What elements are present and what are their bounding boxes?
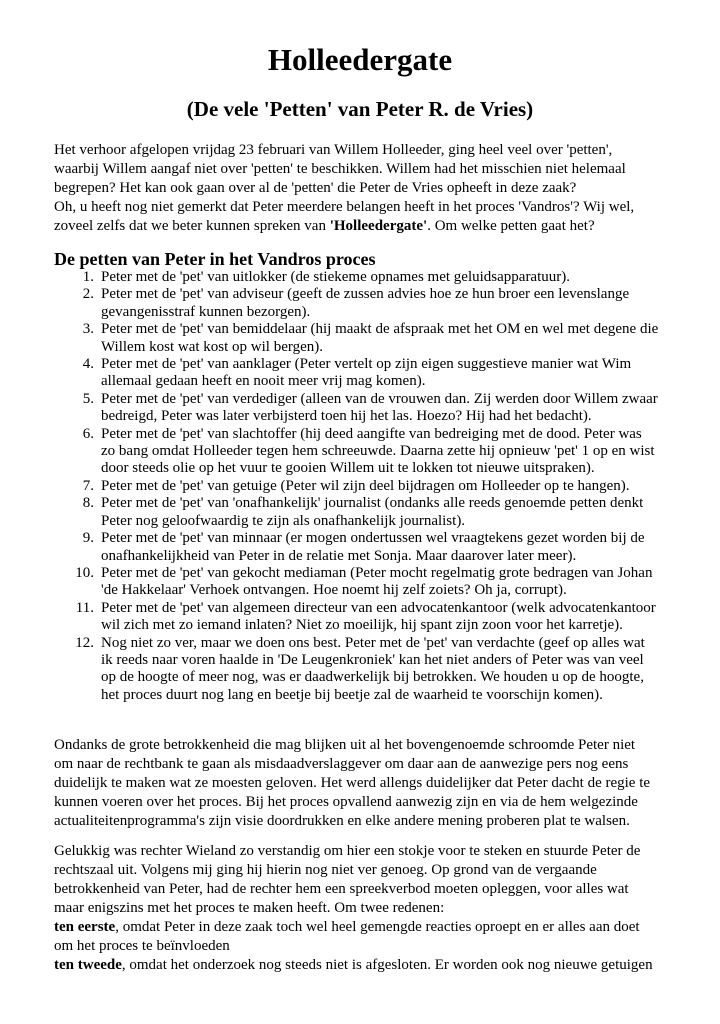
paragraph-line: kunnen voeren over het proces. Bij het proces opvallend aanwezig zijn en via de hem welgezinde xyxy=(54,794,638,810)
list-item-text: door steeds olie op het vuur te gooien Willem uit te lokken tot nieuwe uitspraken). xyxy=(101,460,595,477)
list-item-number: 6. xyxy=(82,425,94,442)
list-item-text: Peter met de 'pet' van uitlokker (de stiekeme opnames met geluidsapparatuur). xyxy=(101,269,570,285)
intro-line-end: . Om welke petten gaat het? xyxy=(427,218,595,234)
list-item-text: Peter met de 'pet' van getuige (Peter wil zijn deel bijdragen om Holleeder op te hangen). xyxy=(101,477,630,494)
holleedergate-emphasis: 'Holleedergate' xyxy=(329,218,428,234)
list-item-text: Peter met de 'pet' van minnaar (er mogen ondertussen wel vraagtekens gezet worden bij de xyxy=(101,530,645,547)
intro-line: waarbij Willem aangaf niet over 'petten' te beschikken. Willem had het misschien niet helemaal xyxy=(54,161,626,177)
reason-1-continuation: om het proces te beïnvloeden xyxy=(54,938,230,954)
list-item-number: 1. xyxy=(82,269,94,285)
page-subtitle: (De vele 'Petten' van Peter R. de Vries) xyxy=(186,97,534,121)
reason-2-text: , omdat het onderzoek nog steeds niet is afgesloten. Er worden ook nog nieuwe getuigen xyxy=(121,957,653,973)
list-item-number: 4. xyxy=(82,356,94,373)
paragraph-2 xyxy=(54,736,684,831)
paragraph-line: betrokkenheid van Peter, had de rechter hem een spreekverbod moeten opleggen, voor alles wat xyxy=(54,881,629,897)
section-heading: De petten van Peter in het Vandros proces xyxy=(54,249,376,269)
list-item-text: 'de Hakkelaar' Verhoek ontvangen. Hoe noemt hij zelf zoiets? Oh ja, corrupt). xyxy=(101,582,567,599)
page-title: Holleedergate xyxy=(267,42,453,77)
list-item xyxy=(54,321,684,356)
list-item xyxy=(54,356,684,391)
list-item-text: het proces duurt nog lang en beetje bij beetje zal de waarheid te voorschijn komen). xyxy=(101,686,603,703)
list-item xyxy=(54,391,684,426)
paragraph-line: Ondanks de grote betrokkenheid die mag blijken uit al het bovengenoemde schroomde Peter niet xyxy=(54,737,636,753)
paragraph-line: Gelukkig was rechter Wieland zo verstandig om hier een stokje voor te steken en stuurde Peter de xyxy=(54,843,641,859)
paragraph-line: duidelijk te maken wat ze moesten geloven. Het werd allengs duidelijker dat Peter dacht de regie te xyxy=(54,775,651,791)
list-item-number: 5. xyxy=(82,390,94,407)
intro-line: zoveel zelfs dat we beter kunnen spreken van xyxy=(54,218,330,234)
list-item-text: op de hoogte of meer nog, was er daadwerkelijk bij betrokken. We houden u op de hoogte, xyxy=(101,669,644,686)
paragraph-3 xyxy=(54,842,684,975)
list-item xyxy=(54,565,684,600)
list-item-text: Peter met de 'pet' van adviseur (geeft de zussen advies hoe ze hun broer een levenslange xyxy=(101,286,630,303)
paragraph-line: maar enigszins met het proces te maken heeft. Om twee redenen: xyxy=(54,900,445,916)
list-item-text: wil zich met zo iemand inlaten? Niet zo moeilijk, hij spant zijn zoon voor het karretje). xyxy=(101,617,623,634)
paragraph-line: om naar de rechtbank te gaan als misdaadverslaggever om daar aan de aanwezige pers nog eens xyxy=(54,756,629,772)
reason-1-text: , omdat Peter in deze zaak toch wel heel gemengde reacties oproept en er alles aan doet xyxy=(115,919,640,935)
list-item-text: zo bang omdat Holleeder tegen hem schreeuwde. Daarna zette hij opnieuw 'pet' 1 op en wist xyxy=(101,443,655,460)
petten-list xyxy=(54,269,684,704)
list-item-text: bedreigd, Peter was later verbijsterd toen hij het las. Hoezo? Hij had het bedacht). xyxy=(101,408,592,425)
list-item-text: gevangenisstraf kunnen bezorgen). xyxy=(101,303,311,320)
list-item-text: Peter met de 'pet' van algemeen directeur van een advocatenkantoor (welk advocatenkantoor xyxy=(101,599,656,616)
list-item-text: Peter met de 'pet' van verdediger (alleen van de vrouwen dan. Zij werden door Willem zwaar xyxy=(101,390,658,407)
list-item xyxy=(54,269,684,286)
intro-line: begrepen? Het kan ook gaan over al de 'petten' die Peter de Vries opheeft in deze zaak? xyxy=(54,180,577,196)
paragraph-line: rechtszaal uit. Volgens mij ging hij hierin nog niet ver genoeg. Op grond van de vergaande xyxy=(54,862,597,878)
intro-paragraph xyxy=(54,141,684,236)
list-item-text: Peter met de 'pet' van 'onafhankelijk' journalist (ondanks alle reeds genoemde petten denkt xyxy=(101,495,644,512)
list-item-number: 11. xyxy=(75,599,94,616)
list-item-number: 3. xyxy=(82,321,94,338)
list-item-text: allemaal gedaan heeft en nooit meer vrij mag komen). xyxy=(101,373,426,390)
list-item-text: onafhankelijkheid van Peter in de relatie met Sonja. Maar daarover later meer). xyxy=(101,547,577,564)
list-item-text: Peter met de 'pet' van aanklager (Peter vertelt op zijn eigen suggestieve manier wat Wim xyxy=(101,356,632,373)
list-item-text: Peter met de 'pet' van bemiddelaar (hij maakt de afspraak met het OM en wel met degene die xyxy=(101,321,659,338)
list-item-number: 9. xyxy=(82,530,94,547)
list-item xyxy=(54,495,684,530)
reason-1-label: ten eerste xyxy=(54,919,116,935)
list-item-number: 2. xyxy=(82,286,94,303)
list-item xyxy=(54,478,684,495)
list-item-text: Peter nog geloofwaardig te zijn als onafhankelijk journalist). xyxy=(101,512,466,529)
list-item-text: Willem kost wat kost op wil bergen). xyxy=(101,338,324,355)
list-item-text: Nog niet zo ver, maar we doen ons best. Peter met de 'pet' van verdachte (geef op alles wat xyxy=(101,634,645,651)
list-item-number: 7. xyxy=(82,477,94,494)
list-item xyxy=(54,530,684,565)
list-item-number: 10. xyxy=(75,564,94,581)
list-item xyxy=(54,600,684,635)
list-item xyxy=(54,286,684,321)
paragraph-line: actualiteitenprogramma's zijn visie doordrukken en elke andere mening proberen plat te walsen. xyxy=(54,813,630,829)
list-item-text: Peter met de 'pet' van slachtoffer (hij deed aangifte van bedreiging met de dood. Peter was xyxy=(101,425,642,442)
list-item xyxy=(54,426,684,478)
reason-2-label: ten tweede xyxy=(54,957,122,973)
list-item-text: Peter met de 'pet' van gekocht mediaman (Peter mocht regelmatig grote bedragen van Johan xyxy=(101,564,653,581)
list-item-text: ik reeds naar voren haalde in 'De Leugenkroniek' kan het niet anders of Peter was van veel xyxy=(101,651,644,668)
list-item xyxy=(54,635,684,705)
list-item-number: 8. xyxy=(82,495,94,512)
intro-line: Oh, u heeft nog niet gemerkt dat Peter meerdere belangen heeft in het proces 'Vandros'? Wij wel, xyxy=(54,199,635,215)
intro-line: Het verhoor afgelopen vrijdag 23 februari van Willem Holleeder, ging heel veel over 'petten', xyxy=(54,142,613,158)
list-item-number: 12. xyxy=(75,634,94,651)
